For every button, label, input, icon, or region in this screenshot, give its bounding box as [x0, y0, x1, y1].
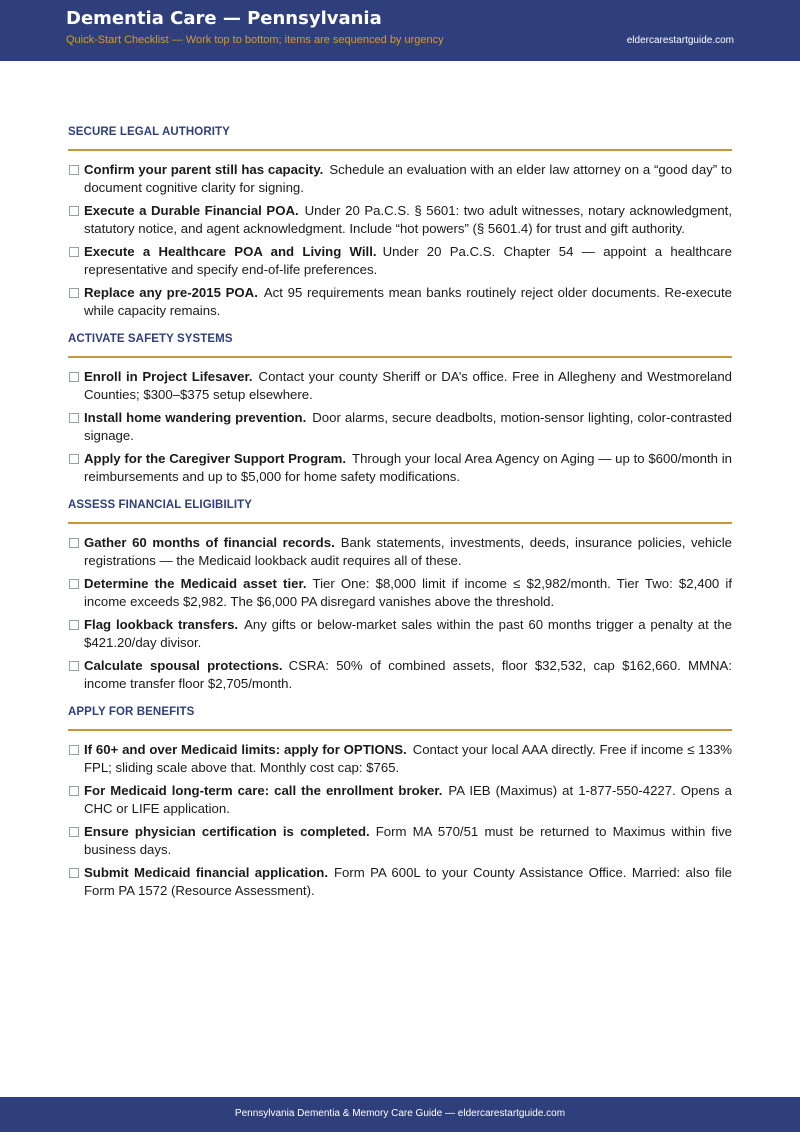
item-title: For Medicaid long-term care: call the enrollment broker. [84, 783, 443, 798]
page-footer [0, 1097, 800, 1132]
checkbox[interactable] [69, 661, 79, 671]
item-title: Flag lookback transfers. [84, 617, 239, 632]
section-title: APPLY FOR BENEFITS [68, 706, 732, 731]
item-text: Contact your local AAA directly. Free if income ≤ 133% FPL; sliding scale above that. Monthly cost cap: $765. [84, 742, 732, 775]
item-title: Apply for the Caregiver Support Program. [84, 451, 347, 466]
checklist-item [68, 243, 732, 279]
item-text: Form PA 600L to your County Assistance Office. Married: also file Form PA 1572 (Resource Assessment). [84, 865, 732, 898]
checkbox[interactable] [69, 247, 79, 257]
item-text: CSRA: 50% of combined assets, floor $32,532, cap $162,660. MMNA: income transfer floor $2,705/month. [84, 658, 733, 691]
checklist-item [68, 450, 732, 486]
checklist-item [68, 782, 732, 818]
section-title: ACTIVATE SAFETY SYSTEMS [68, 333, 732, 358]
item-text: PA IEB (Maximus) at 1-877-550-4227. Opens a CHC or LIFE application. [84, 783, 732, 816]
item-text: Any gifts or below-market sales within the past 60 months trigger a penalty at the $421.20/day divisor. [84, 617, 732, 650]
item-title: Ensure physician certification is completed. [84, 824, 370, 839]
page-title: Dementia Care — Pennsylvania [66, 8, 382, 29]
section-apply-benefits [68, 706, 732, 900]
item-text: Form MA 570/51 must be returned to Maximus within five business days. [84, 824, 732, 857]
item-title: Install home wandering prevention. [84, 410, 307, 425]
item-text: Tier One: $8,000 limit if income ≤ $2,982/month. Tier Two: $2,400 if income exceeds $2,982. The $6,000 PA disregard vanishes above the threshold. [84, 576, 732, 609]
checklist-item [68, 575, 732, 611]
checklist-item [68, 616, 732, 652]
item-title: Submit Medicaid financial application. [84, 865, 328, 880]
item-text: Schedule an evaluation with an elder law attorney on a “good day” to document cognitive clarity for signing. [84, 162, 733, 195]
checklist-item [68, 368, 732, 404]
header-site-url: eldercarestartguide.com [626, 35, 734, 46]
footer-text: Pennsylvania Dementia & Memory Care Guide — eldercarestartguide.com [234, 1108, 566, 1119]
item-text: Under 20 Pa.C.S. § 5601: two adult witnesses, notary acknowledgment, statutory notice, and agent acknowledgment. Include “hot powers” (§ 5601.4) for trust and gift authority. [84, 203, 732, 236]
section-title: ASSESS FINANCIAL ELIGIBILITY [68, 499, 732, 524]
item-title: Confirm your parent still has capacity. [84, 162, 324, 177]
checkbox[interactable] [69, 413, 79, 423]
checklist-item [68, 741, 732, 777]
checklist-item [68, 864, 732, 900]
item-title: If 60+ and over Medicaid limits: apply for OPTIONS. [84, 742, 407, 757]
checkbox[interactable] [69, 206, 79, 216]
item-title: Replace any pre-2015 POA. [84, 285, 258, 300]
checklist-item [68, 161, 732, 197]
checkbox[interactable] [69, 454, 79, 464]
checkbox[interactable] [69, 620, 79, 630]
section-title: SECURE LEGAL AUTHORITY [68, 126, 732, 151]
item-title: Determine the Medicaid asset tier. [84, 576, 307, 591]
checkbox[interactable] [69, 288, 79, 298]
item-title: Gather 60 months of financial records. [84, 535, 335, 550]
item-text: Under 20 Pa.C.S. Chapter 54 — appoint a healthcare representative and specify end-of-life preferences. [84, 244, 733, 277]
checklist-item [68, 823, 732, 859]
checkbox[interactable] [69, 827, 79, 837]
item-title: Execute a Healthcare POA and Living Will. [84, 244, 377, 259]
item-text: Act 95 requirements mean banks routinely reject older documents. Re-execute while capacity remains. [84, 285, 732, 318]
item-text: Through your local Area Agency on Aging — up to $600/month in reimbursements and up to $5,000 for home safety modifications. [84, 451, 732, 484]
checkbox[interactable] [69, 372, 79, 382]
checkbox[interactable] [69, 165, 79, 175]
checklist-item [68, 284, 732, 320]
section-financial-eligibility [68, 499, 732, 693]
checkbox[interactable] [69, 538, 79, 548]
checklist-item [68, 202, 732, 238]
item-text: Door alarms, secure deadbolts, motion-sensor lighting, color-contrasted signage. [84, 410, 732, 443]
item-title: Calculate spousal protections. [84, 658, 283, 673]
item-title: Execute a Durable Financial POA. [84, 203, 299, 218]
checkbox[interactable] [69, 579, 79, 589]
item-text: Contact your county Sheriff or DA’s office. Free in Allegheny and Westmoreland Counties; $300–$375 setup elsewhere. [84, 369, 732, 402]
item-title: Enroll in Project Lifesaver. [84, 369, 253, 384]
checkbox[interactable] [69, 786, 79, 796]
page-header [0, 0, 800, 61]
page-subtitle: Quick-Start Checklist — Work top to bottom; items are sequenced by urgency [66, 34, 444, 46]
checklist-content [68, 126, 732, 913]
checklist-item [68, 534, 732, 570]
checkbox[interactable] [69, 868, 79, 878]
checkbox[interactable] [69, 745, 79, 755]
section-legal-authority [68, 126, 732, 320]
section-safety-systems [68, 333, 732, 486]
item-text: Bank statements, investments, deeds, insurance policies, vehicle registrations — the Medicaid lookback audit requires all of these. [84, 535, 732, 568]
checklist-item [68, 657, 732, 693]
checklist-item [68, 409, 732, 445]
